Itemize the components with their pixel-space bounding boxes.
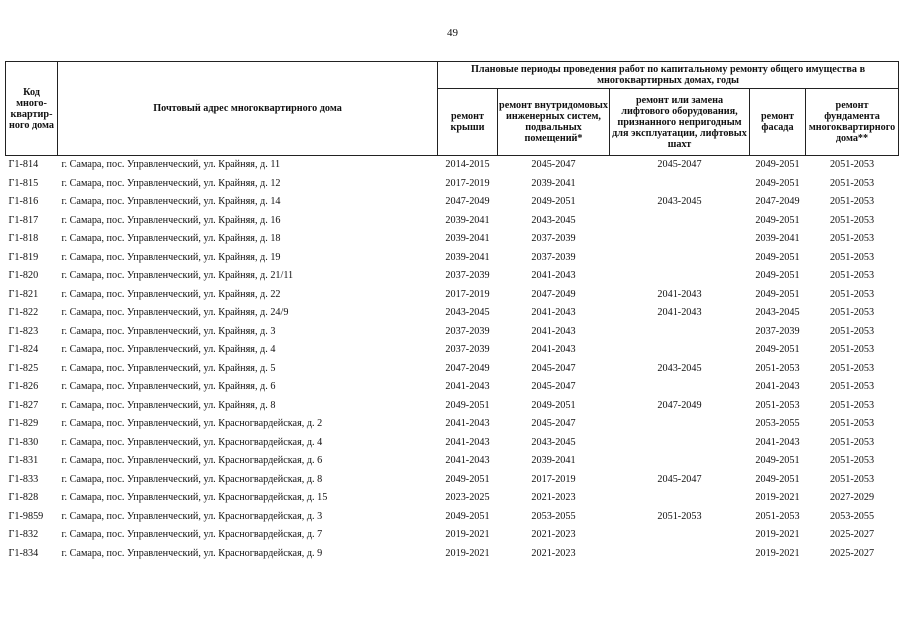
cell-systems: 2045-2047 — [531, 159, 576, 171]
cell-roof: 2037-2039 — [445, 344, 490, 356]
cell-elevator — [610, 545, 750, 564]
cell-roof: 2039-2041 — [445, 251, 490, 263]
cell-systems: 2041-2043 — [531, 270, 576, 282]
cell-foundation: 2051-2053 — [829, 473, 875, 485]
cell-facade: 2039-2041 — [755, 233, 800, 245]
cell-foundation: 2051-2053 — [829, 307, 875, 319]
cell-foundation: 2051-2053 — [829, 233, 875, 245]
cell-facade: 2051-2053 — [755, 362, 800, 374]
cell-roof: 2017-2019 — [445, 288, 490, 300]
cell-address: г. Самара, пос. Управленческий, ул. Красногвардейская, д. 7 — [61, 529, 323, 541]
cell-foundation: 2051-2053 — [829, 418, 875, 430]
cell-code: Г1-820 — [8, 270, 39, 282]
cell-roof: 2049-2051 — [445, 399, 490, 411]
cell-systems: 2045-2047 — [531, 381, 576, 393]
table-row — [6, 230, 899, 249]
cell-roof: 2017-2019 — [445, 177, 490, 189]
cell-facade: 2043-2045 — [755, 307, 800, 319]
cell-systems: 2041-2043 — [531, 325, 576, 337]
header-elevator: ремонт или замена лифтового оборудования, признанного непригодным для эксплуатации, лифтовых шахт — [610, 89, 750, 156]
cell-address: г. Самара, пос. Управленческий, ул. Красногвардейская, д. 4 — [61, 436, 323, 448]
cell-code: Г1-814 — [8, 159, 39, 171]
cell-elevator: 2045-2047 — [657, 159, 702, 171]
cell-facade: 2053-2055 — [755, 418, 800, 430]
table-row — [6, 471, 899, 490]
cell-address: г. Самара, пос. Управленческий, ул. Крайняя, д. 8 — [61, 399, 276, 411]
cell-elevator: 2051-2053 — [657, 510, 702, 522]
cell-foundation: 2025-2027 — [829, 529, 875, 541]
cell-code: Г1-816 — [8, 196, 39, 208]
cell-facade: 2049-2051 — [755, 455, 800, 467]
page-number: 49 — [447, 27, 458, 39]
cell-facade: 2049-2051 — [755, 177, 800, 189]
cell-elevator — [610, 489, 750, 508]
table-row — [6, 526, 899, 545]
cell-address: г. Самара, пос. Управленческий, ул. Крайняя, д. 6 — [61, 381, 276, 393]
table-row — [6, 304, 899, 323]
cell-elevator — [610, 341, 750, 360]
table-row — [6, 397, 899, 416]
cell-address: г. Самара, пос. Управленческий, ул. Красногвардейская, д. 2 — [61, 418, 323, 430]
cell-address: г. Самара, пос. Управленческий, ул. Крайняя, д. 5 — [61, 362, 276, 374]
cell-foundation: 2051-2053 — [829, 362, 875, 374]
cell-code: Г1-830 — [8, 436, 39, 448]
cell-facade: 2049-2051 — [755, 270, 800, 282]
cell-systems: 2041-2043 — [531, 344, 576, 356]
cell-facade: 2019-2021 — [755, 492, 800, 504]
cell-foundation: 2051-2053 — [829, 196, 875, 208]
cell-foundation: 2051-2053 — [829, 381, 875, 393]
table-row — [6, 286, 899, 305]
table-row — [6, 434, 899, 453]
cell-systems: 2021-2023 — [531, 492, 576, 504]
cell-elevator — [610, 526, 750, 545]
cell-systems: 2021-2023 — [531, 547, 576, 559]
cell-roof: 2041-2043 — [445, 381, 490, 393]
table-body — [6, 156, 899, 564]
cell-code: Г1-833 — [8, 473, 39, 485]
cell-code: Г1-823 — [8, 325, 39, 337]
cell-elevator: 2041-2043 — [657, 307, 702, 319]
cell-elevator: 2045-2047 — [657, 473, 702, 485]
cell-facade: 2049-2051 — [755, 251, 800, 263]
cell-elevator — [610, 323, 750, 342]
cell-foundation: 2051-2053 — [829, 325, 875, 337]
cell-systems: 2043-2045 — [531, 436, 576, 448]
cell-roof: 2019-2021 — [445, 529, 490, 541]
cell-address: г. Самара, пос. Управленческий, ул. Крайняя, д. 24/9 — [61, 307, 289, 319]
cell-facade: 2041-2043 — [755, 381, 800, 393]
cell-elevator: 2041-2043 — [657, 288, 702, 300]
cell-roof: 2043-2045 — [445, 307, 490, 319]
cell-code: Г1-832 — [8, 529, 39, 541]
cell-address: г. Самара, пос. Управленческий, ул. Красногвардейская, д. 9 — [61, 547, 323, 559]
cell-elevator — [610, 415, 750, 434]
cell-address: г. Самара, пос. Управленческий, ул. Крайняя, д. 11 — [61, 159, 281, 171]
cell-facade: 2019-2021 — [755, 529, 800, 541]
cell-elevator — [610, 249, 750, 268]
cell-roof: 2047-2049 — [445, 196, 490, 208]
cell-foundation: 2027-2029 — [829, 492, 875, 504]
cell-roof: 2041-2043 — [445, 436, 490, 448]
cell-roof: 2039-2041 — [445, 233, 490, 245]
cell-code: Г1-817 — [8, 214, 39, 226]
header-code: Код много-квартир-ного дома — [6, 62, 58, 156]
cell-foundation: 2025-2027 — [829, 547, 875, 559]
cell-address: г. Самара, пос. Управленческий, ул. Красногвардейская, д. 6 — [61, 455, 323, 467]
cell-code: Г1-825 — [8, 362, 39, 374]
cell-foundation: 2051-2053 — [829, 436, 875, 448]
cell-foundation: 2051-2053 — [829, 177, 875, 189]
cell-address: г. Самара, пос. Управленческий, ул. Крайняя, д. 19 — [61, 251, 281, 263]
cell-facade: 2047-2049 — [755, 196, 800, 208]
cell-foundation: 2051-2053 — [829, 399, 875, 411]
header-systems: ремонт внутридомовых инженерных систем, подвальных помещений* — [498, 89, 610, 156]
cell-address: г. Самара, пос. Управленческий, ул. Красногвардейская, д. 8 — [61, 473, 323, 485]
cell-code: Г1-9859 — [8, 510, 44, 522]
cell-address: г. Самара, пос. Управленческий, ул. Крайняя, д. 12 — [61, 177, 281, 189]
cell-address: г. Самара, пос. Управленческий, ул. Красногвардейская, д. 15 — [61, 492, 328, 504]
header-foundation: ремонт фундамента многоквартирного дома** — [806, 89, 899, 156]
table-row — [6, 452, 899, 471]
cell-systems: 2045-2047 — [531, 418, 576, 430]
table-row — [6, 341, 899, 360]
cell-address: г. Самара, пос. Управленческий, ул. Крайняя, д. 22 — [61, 288, 281, 300]
cell-foundation: 2051-2053 — [829, 455, 875, 467]
table-row — [6, 378, 899, 397]
cell-systems: 2039-2041 — [531, 455, 576, 467]
cell-code: Г1-827 — [8, 399, 39, 411]
cell-systems: 2017-2019 — [531, 473, 576, 485]
cell-facade: 2019-2021 — [755, 547, 800, 559]
table-row — [6, 212, 899, 231]
cell-elevator: 2047-2049 — [657, 399, 702, 411]
table-row — [6, 545, 899, 564]
cell-systems: 2047-2049 — [531, 288, 576, 300]
cell-foundation: 2051-2053 — [829, 159, 875, 171]
table-row — [6, 175, 899, 194]
cell-facade: 2049-2051 — [755, 288, 800, 300]
cell-roof: 2037-2039 — [445, 270, 490, 282]
table-row — [6, 249, 899, 268]
capital-repair-table — [5, 61, 899, 563]
table-row — [6, 156, 899, 175]
cell-facade: 2049-2051 — [755, 473, 800, 485]
cell-systems: 2037-2039 — [531, 251, 576, 263]
cell-facade: 2037-2039 — [755, 325, 800, 337]
cell-roof: 2041-2043 — [445, 418, 490, 430]
cell-facade: 2041-2043 — [755, 436, 800, 448]
cell-code: Г1-824 — [8, 344, 39, 356]
cell-roof: 2014-2015 — [445, 159, 490, 171]
cell-roof: 2019-2021 — [445, 547, 490, 559]
table-row — [6, 360, 899, 379]
table-row — [6, 323, 899, 342]
cell-code: Г1-819 — [8, 251, 39, 263]
cell-elevator — [610, 434, 750, 453]
cell-systems: 2043-2045 — [531, 214, 576, 226]
cell-code: Г1-826 — [8, 381, 39, 393]
cell-address: г. Самара, пос. Управленческий, ул. Крайняя, д. 3 — [61, 325, 276, 337]
cell-facade: 2049-2051 — [755, 159, 800, 171]
header-address: Почтовый адрес многоквартирного дома — [58, 62, 438, 156]
cell-code: Г1-831 — [8, 455, 39, 467]
cell-systems: 2049-2051 — [531, 196, 576, 208]
header-periods: Плановые периоды проведения работ по капитальному ремонту общего имущества в многоквартирных домах, годы — [438, 62, 899, 89]
cell-code: Г1-829 — [8, 418, 39, 430]
cell-elevator — [610, 230, 750, 249]
cell-address: г. Самара, пос. Управленческий, ул. Красногвардейская, д. 3 — [61, 510, 323, 522]
cell-systems: 2045-2047 — [531, 362, 576, 374]
cell-elevator — [610, 267, 750, 286]
cell-systems: 2037-2039 — [531, 233, 576, 245]
cell-facade: 2049-2051 — [755, 344, 800, 356]
cell-roof: 2039-2041 — [445, 214, 490, 226]
cell-foundation: 2051-2053 — [829, 214, 875, 226]
cell-systems: 2039-2041 — [531, 177, 576, 189]
cell-code: Г1-821 — [8, 288, 39, 300]
cell-foundation: 2051-2053 — [829, 270, 875, 282]
cell-code: Г1-822 — [8, 307, 39, 319]
cell-systems: 2049-2051 — [531, 399, 576, 411]
cell-elevator — [610, 452, 750, 471]
cell-roof: 2049-2051 — [445, 510, 490, 522]
cell-roof: 2023-2025 — [445, 492, 490, 504]
cell-address: г. Самара, пос. Управленческий, ул. Крайняя, д. 14 — [61, 196, 281, 208]
cell-foundation: 2051-2053 — [829, 344, 875, 356]
cell-address: г. Самара, пос. Управленческий, ул. Крайняя, д. 21/11 — [61, 270, 294, 282]
cell-code: Г1-834 — [8, 547, 39, 559]
header-facade: ремонт фасада — [750, 89, 806, 156]
cell-roof: 2049-2051 — [445, 473, 490, 485]
cell-roof: 2037-2039 — [445, 325, 490, 337]
cell-facade: 2049-2051 — [755, 214, 800, 226]
cell-systems: 2053-2055 — [531, 510, 576, 522]
table-row — [6, 415, 899, 434]
cell-facade: 2051-2053 — [755, 399, 800, 411]
table-row — [6, 193, 899, 212]
cell-elevator: 2043-2045 — [657, 196, 702, 208]
cell-foundation: 2051-2053 — [829, 251, 875, 263]
cell-code: Г1-828 — [8, 492, 39, 504]
cell-systems: 2041-2043 — [531, 307, 576, 319]
cell-address: г. Самара, пос. Управленческий, ул. Крайняя, д. 4 — [61, 344, 276, 356]
cell-foundation: 2053-2055 — [829, 510, 875, 522]
cell-elevator: 2043-2045 — [657, 362, 702, 374]
cell-elevator — [610, 378, 750, 397]
cell-code: Г1-818 — [8, 233, 39, 245]
table-row — [6, 267, 899, 286]
cell-foundation: 2051-2053 — [829, 288, 875, 300]
table-row — [6, 508, 899, 527]
cell-elevator — [610, 175, 750, 194]
cell-code: Г1-815 — [8, 177, 39, 189]
cell-systems: 2021-2023 — [531, 529, 576, 541]
header-roof: ремонт крыши — [438, 89, 498, 156]
table-header — [6, 62, 899, 156]
cell-facade: 2051-2053 — [755, 510, 800, 522]
cell-address: г. Самара, пос. Управленческий, ул. Крайняя, д. 16 — [61, 214, 281, 226]
cell-roof: 2047-2049 — [445, 362, 490, 374]
cell-roof: 2041-2043 — [445, 455, 490, 467]
cell-address: г. Самара, пос. Управленческий, ул. Крайняя, д. 18 — [61, 233, 281, 245]
table-row — [6, 489, 899, 508]
cell-elevator — [610, 212, 750, 231]
